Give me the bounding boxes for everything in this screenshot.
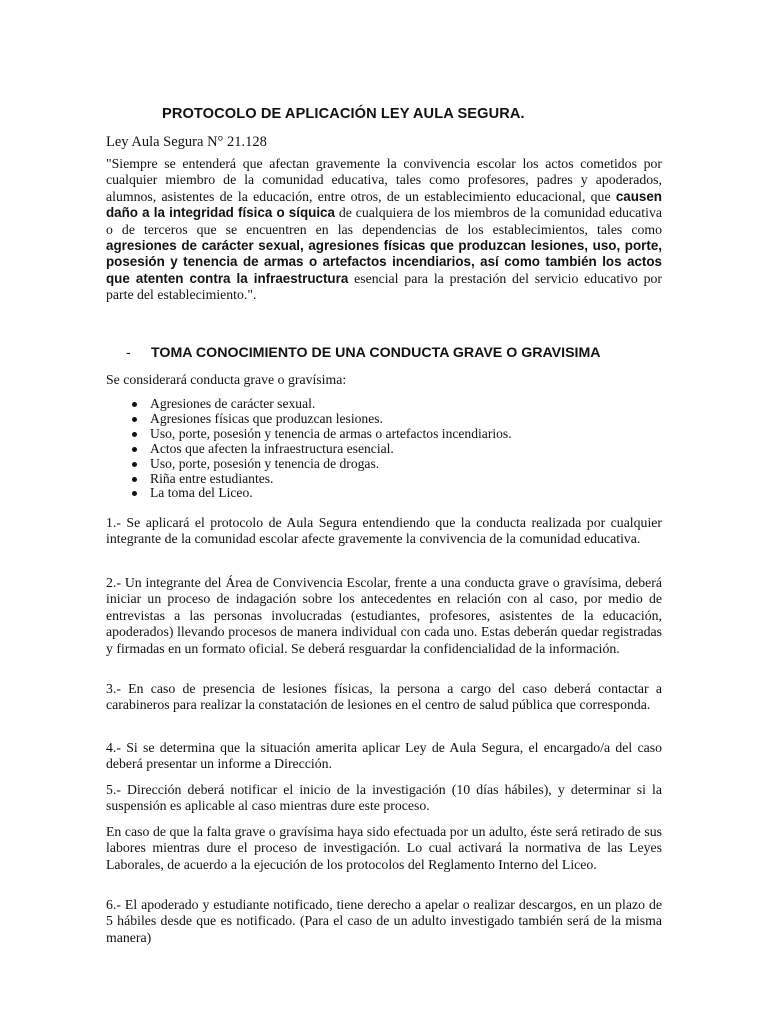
bullet-icon (132, 491, 137, 496)
section-heading (126, 345, 601, 361)
list-item (106, 457, 512, 472)
list-item-text: Uso, porte, posesión y tenencia de armas o artefactos incendiarios. (150, 425, 512, 441)
law-reference: Ley Aula Segura N° 21.128 (106, 134, 267, 150)
paragraph-step-1: 1.- Se aplicará el protocolo de Aula Segura entendiendo que la conducta realizada por cualquier integrante de la comunidad escolar afecte gravemente la convivencia de la comunidad educativa. (106, 515, 662, 547)
paragraph-step-6: 6.- El apoderado y estudiante notificado, tiene derecho a apelar o realizar descargos, en un plazo de 5 hábiles desde que es notificado. (Para el caso de un adulto investigado también será de la misma manera) (106, 897, 662, 945)
list-item (106, 412, 512, 427)
paragraph-step-3: 3.- En caso de presencia de lesiones físicas, la persona a cargo del caso deberá contactar a carabineros para realizar la constatación de lesiones en el centro de salud pública que corresponda. (106, 681, 662, 713)
list-item (106, 486, 512, 501)
paragraph-step-5: 5.- Dirección deberá notificar el inicio de la investigación (10 días hábiles), y determinar si la suspensión es aplicable al caso mientras dure este proceso. (106, 782, 662, 814)
bullet-icon (132, 447, 137, 452)
law-quote (106, 156, 662, 304)
list-item (106, 472, 512, 487)
section-heading-text: TOMA CONOCIMIENTO DE UNA CONDUCTA GRAVE O GRAVISIMA (151, 345, 601, 361)
quote-text-1: "Siempre se entenderá que afectan gravemente la convivencia escolar los actos cometidos por cualquier miembro de la comunidad educativa, tales como profesores, padres y apoderados, alumnos, asistentes de la educación, entre otros, de un establecimiento educacional, que (106, 156, 662, 204)
paragraph-adult-case: En caso de que la falta grave o gravísima haya sido efectuada por un adulto, éste será retirado de sus labores mientras dure el proceso de investigación. Lo cual activará la normativa de las Leyes Laborales, de acuerdo a la ejecución de los protocolos del Reglamento Interno del Liceo. (106, 824, 662, 872)
list-item (106, 397, 512, 412)
quote-text-2: de cualquiera de los miembros de la comunidad educativa o de terceros que se encuentren en las dependencias de los establecimientos, tales como (106, 205, 662, 237)
list-item-text: Riña entre estudiantes. (150, 470, 274, 486)
conduct-list (106, 397, 512, 501)
section-intro: Se considerará conducta grave o gravísima: (106, 372, 347, 387)
heading-dash: - (126, 345, 131, 361)
quote-bold-2: agresiones de carácter sexual, agresiones físicas que produzcan lesiones, uso, porte, posesión y tenencia de armas o artefactos incendiarios, así como también los actos que atenten contra la infraestructura (106, 238, 662, 286)
list-item (106, 427, 512, 442)
bullet-icon (132, 432, 137, 437)
list-item-text: Uso, porte, posesión y tenencia de drogas. (150, 455, 380, 471)
list-item-text: Agresiones físicas que produzcan lesiones. (150, 410, 383, 426)
document-title: PROTOCOLO DE APLICACIÓN LEY AULA SEGURA. (162, 106, 525, 122)
list-item-text: La toma del Liceo. (150, 485, 253, 501)
bullet-icon (132, 462, 137, 467)
list-item-text: Actos que afecten la infraestructura esencial. (150, 440, 394, 456)
paragraph-step-2: 2.- Un integrante del Área de Convivencia Escolar, frente a una conducta grave o gravísima, deberá iniciar un proceso de indagación sobre los antecedentes en relación con al caso, por medio de entrevistas a las personas involucradas (estudiantes, profesores, asistentes de la educación, apoderados) llevando procesos de manera individual con cada uno. Estas deberán quedar registradas y firmadas en un formato oficial. Se deberá resguardar la confidencialidad de la información. (106, 575, 662, 656)
quote-bold-1: causen daño a la integridad física o síquica (106, 188, 662, 221)
bullet-icon (132, 402, 137, 407)
quote-text-3: esencial para la prestación del servicio educativo por parte del establecimiento.". (106, 270, 662, 303)
paragraph-step-4: 4.- Si se determina que la situación amerita aplicar Ley de Aula Segura, el encargado/a del caso deberá presentar un informe a Dirección. (106, 740, 662, 772)
list-item-text: Agresiones de carácter sexual. (150, 396, 316, 411)
list-item (106, 442, 512, 457)
bullet-icon (132, 477, 137, 482)
bullet-icon (132, 417, 137, 422)
